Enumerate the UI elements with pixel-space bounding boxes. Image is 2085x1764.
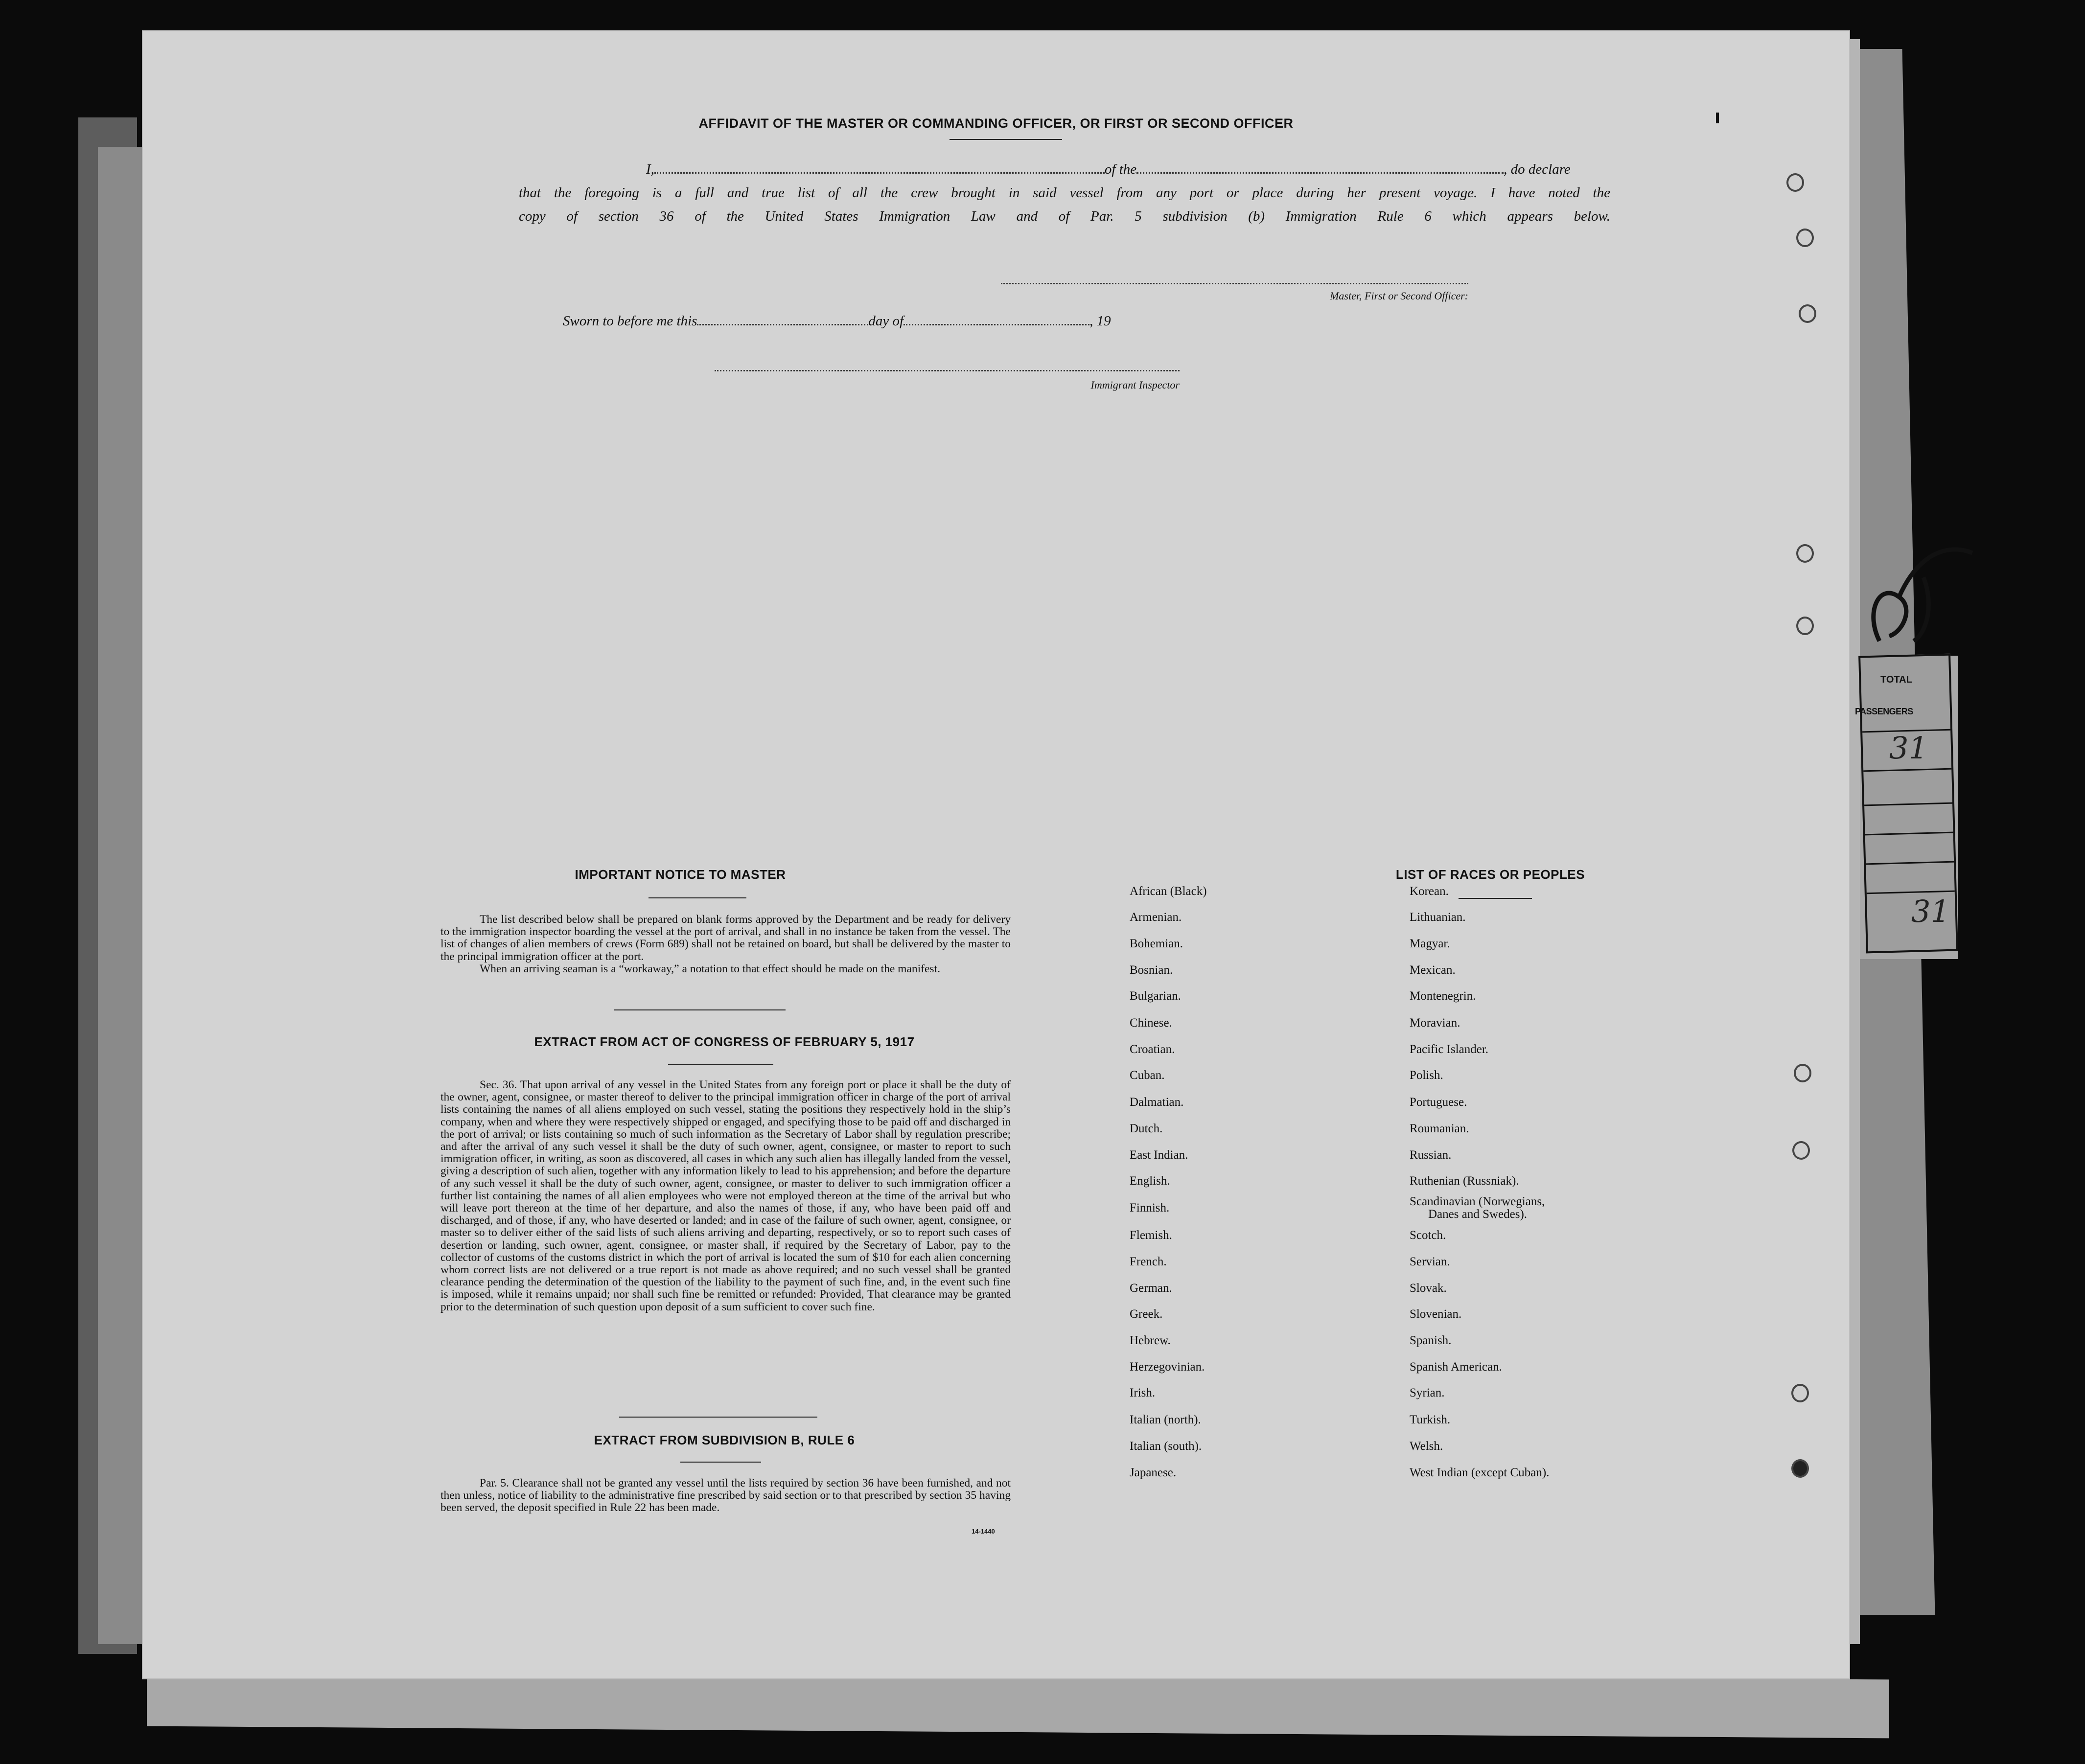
race-item: Roumanian. (1410, 1122, 1469, 1135)
divider (1459, 898, 1532, 899)
sworn-day-blank[interactable] (697, 324, 868, 325)
tab-row-divider (1863, 768, 1951, 772)
form-number: 14-1440 (972, 1528, 995, 1535)
tab-total-label: TOTAL (1880, 674, 1912, 685)
race-item: Servian. (1410, 1255, 1450, 1268)
divider (668, 1064, 773, 1065)
punch-hole (1799, 304, 1816, 323)
race-item: Italian (south). (1130, 1440, 1202, 1453)
affidavit-title: AFFIDAVIT OF THE MASTER OR COMMANDING OFFICER, OR FIRST OR SECOND OFFICER (698, 116, 1294, 131)
inspector-signature-line[interactable] (715, 370, 1180, 371)
rule6-paragraph: Par. 5. Clearance shall not be granted any vessel until the lists required by section 36 have been furnished, and not then unless, notice of liability to the administrative fine prescribed by said section or to that prescribed by section 35 having been served, the deposit specified in Rule 22 has been made. (440, 1477, 1011, 1514)
notice-title: IMPORTANT NOTICE TO MASTER (575, 867, 786, 882)
race-item: West Indian (except Cuban). (1410, 1466, 1550, 1479)
handwritten-scrawl (1860, 524, 1987, 651)
tab-row-divider (1865, 832, 1953, 836)
race-item: Croatian. (1130, 1043, 1175, 1056)
race-item: Armenian. (1130, 911, 1182, 924)
race-item: Danes and Swedes). (1428, 1208, 1528, 1221)
race-item: English. (1130, 1174, 1170, 1188)
race-item: German. (1130, 1282, 1172, 1295)
race-item: Chinese. (1130, 1016, 1172, 1030)
notice-body (440, 914, 1011, 975)
divider (614, 1009, 786, 1010)
race-item: Flemish. (1130, 1229, 1172, 1242)
race-item: Polish. (1410, 1069, 1443, 1082)
race-item: Slovenian. (1410, 1307, 1462, 1321)
race-item: Scandinavian (Norwegians, (1410, 1195, 1545, 1208)
tab-passengers-label: PASSENGERS (1855, 707, 1913, 716)
divider (680, 1462, 761, 1463)
race-item: Spanish American. (1410, 1360, 1502, 1374)
notice-paragraph: When an arriving seaman is a “workaway,” a notation to that effect should be made on the manifest. (480, 962, 940, 975)
race-item: French. (1130, 1255, 1167, 1268)
race-item: Korean. (1410, 885, 1449, 898)
race-item: Scotch. (1410, 1229, 1446, 1242)
act-body (440, 1079, 1011, 1313)
race-item: Bosnian. (1130, 963, 1173, 977)
declaration-do-declare: , do declare (1504, 161, 1571, 177)
race-item: Turkish. (1410, 1413, 1451, 1426)
master-signature-line[interactable] (1001, 283, 1468, 284)
punch-hole (1796, 617, 1814, 635)
act-paragraph: Sec. 36. That upon arrival of any vessel in the United States from any foreign port or place it shall be the duty of the owner, agent, consignee, or master thereof to deliver to the principal immigration officer in charge of the port of arrival lists containing the names of all aliens employed on such vessel, stating the positions they respectively hold in the ship’s company, when and where they were respectively shipped or engaged, and specifying those to be paid off and discharged in the port of arrival; or lists containing so much of such information as the Secretary of Labor shall by regulation prescribe; and after the arrival of any such vessel it shall be the duty of such owner, agent, consignee, or master to report to such immigration officer, in writing, as soon as discovered, all cases in which any such alien has illegally landed from the vessel, giving a description of such alien, together with any information likely to lead to his apprehension; and before the departure of any such vessel it shall be the duty of such owner, agent, consignee, or master to deliver to such immigration officer a further list containing the names of all alien employees who were not employed thereon at the time of the arrival but who will leave port thereon at the time of her departure, and also the names of those, if any, who have been paid off and discharged, and of those, if any, who have deserted or landed; and in case of the failure of such owner, agent, consignee, or master so to deliver either of the said lists of such aliens arriving and departing, respectively, or so to report such cases of desertion or landing, such owner, agent, consignee, or master shall, if required by the Secretary of Labor, pay to the collector of customs of the customs district in which the port of arrival is located the sum of $10 for each alien concerning whom correct lists are not delivered or a true report is not made as above required; and no such vessel shall be granted clearance pending the determination of the question of the liability to the payment of such fine, and, in the event such fine is imposed, while it remains unpaid; nor shall such fine be remitted or refunded: Provided, That clearance may be granted prior to the determination of such question upon deposit of a sum sufficient to cover such fine. (440, 1078, 1011, 1313)
race-item: African (Black) (1130, 885, 1207, 898)
race-item: Welsh. (1410, 1440, 1443, 1453)
declaration-i: I, (646, 161, 654, 177)
divider (950, 139, 1062, 140)
act-title: EXTRACT FROM ACT OF CONGRESS OF FEBRUARY 5, 1917 (534, 1034, 915, 1049)
punch-hole (1786, 173, 1804, 192)
rule6-title: EXTRACT FROM SUBDIVISION B, RULE 6 (594, 1433, 855, 1447)
race-item: Montenegrin. (1410, 989, 1476, 1003)
page-mark (1716, 113, 1719, 123)
divider (649, 897, 746, 898)
punch-hole (1794, 1064, 1811, 1082)
race-item: Italian (north). (1130, 1413, 1201, 1426)
race-item: Finnish. (1130, 1201, 1170, 1214)
race-item: East Indian. (1130, 1148, 1188, 1162)
race-item: Portuguese. (1410, 1096, 1467, 1109)
punch-hole (1796, 229, 1814, 247)
punch-hole (1791, 1459, 1809, 1478)
race-item: Bohemian. (1130, 937, 1183, 950)
notice-paragraph: The list described below shall be prepared on blank forms approved by the Department and be ready for delivery to the immigration inspector boarding the vessel at the port of arrival, and shall in no instance be taken from the vessel. The list of changes of alien members of crews (Form 689) shall not be retained on board, but shall be delivered by the master to the principal immigration officer at the port. (440, 913, 1011, 963)
race-item: Russian. (1410, 1148, 1452, 1162)
divider (619, 1417, 817, 1418)
declaration-line-3: copy of section 36 of the United States Immigration Law and of Par. 5 subdivision (b) Immigration Rule 6 which appears below. (519, 208, 1610, 224)
sworn-year: , 19 (1089, 313, 1111, 329)
tab-row-divider (1866, 861, 1954, 865)
race-item: Greek. (1130, 1307, 1163, 1321)
declaration-line-2: that the foregoing is a full and true list of all the crew brought in said vessel from any port or place during her present voyage. I have noted the (519, 185, 1610, 201)
master-signature-label: Master, First or Second Officer: (1330, 290, 1468, 302)
backing-sheet (98, 147, 142, 1644)
sworn-prefix: Sworn to before me this (563, 313, 697, 329)
punch-hole (1791, 1384, 1809, 1402)
race-item: Dutch. (1130, 1122, 1163, 1135)
punch-hole (1796, 544, 1814, 563)
race-item: Mexican. (1410, 963, 1456, 977)
sworn-line (563, 313, 1111, 329)
inspector-label: Immigrant Inspector (1090, 379, 1180, 391)
tab-row-divider (1864, 802, 1952, 806)
race-item: Hebrew. (1130, 1334, 1171, 1347)
race-item: Syrian. (1410, 1386, 1445, 1399)
races-title: LIST OF RACES OR PEOPLES (1395, 867, 1585, 882)
race-item: Magyar. (1410, 937, 1450, 950)
race-item: Pacific Islander. (1410, 1043, 1489, 1056)
declaration-line-1 (646, 161, 1610, 178)
handwritten-count: 31 (1889, 730, 1928, 766)
document-page (142, 30, 1850, 1679)
race-item: Cuban. (1130, 1069, 1165, 1082)
rule6-body (440, 1477, 1011, 1514)
race-item: Dalmatian. (1130, 1096, 1184, 1109)
declaration-of-the: of the (1104, 161, 1137, 177)
name-blank[interactable] (654, 172, 1105, 174)
race-item: Herzegovinian. (1130, 1360, 1205, 1374)
sworn-month-blank[interactable] (904, 324, 1089, 325)
handwritten-count: 31 (1911, 893, 1950, 929)
race-item: Ruthenian (Russniak). (1410, 1174, 1519, 1188)
sworn-day-of: day of (868, 313, 904, 329)
race-item: Spanish. (1410, 1334, 1452, 1347)
race-item: Lithuanian. (1410, 911, 1466, 924)
race-item: Moravian. (1410, 1016, 1460, 1030)
vessel-blank[interactable] (1136, 172, 1504, 174)
race-item: Bulgarian. (1130, 989, 1181, 1003)
race-item: Japanese. (1130, 1466, 1177, 1479)
race-item: Irish. (1130, 1386, 1156, 1399)
punch-hole (1792, 1141, 1810, 1160)
race-item: Slovak. (1410, 1282, 1447, 1295)
